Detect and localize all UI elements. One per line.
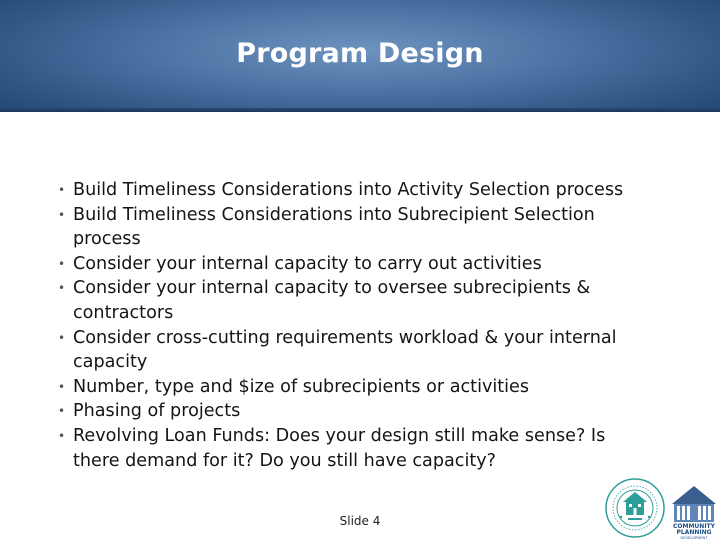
svg-text:DEVELOPMENT: DEVELOPMENT (680, 536, 708, 540)
bullet-item (58, 178, 638, 203)
bullet-text: Phasing of projects (73, 401, 241, 422)
bullet-text: Consider your internal capacity to oversee subrecipients & contractors (73, 278, 591, 323)
bullet-item (58, 424, 638, 473)
banner-bottom-edge (0, 108, 720, 112)
bullet-dot-icon: • (58, 183, 66, 197)
bullet-text: Consider cross-cutting requirements workload & your internal capacity (73, 327, 617, 373)
slide-title: Program Design (236, 38, 484, 69)
bullet-dot-icon: • (58, 281, 66, 296)
bullet-list (58, 178, 638, 473)
bullet-text: Number, type and $ize of subrecipients or activities (73, 376, 530, 397)
bullet-text: Consider your internal capacity to carry out activities (73, 253, 542, 274)
svg-text:PLANNING: PLANNING (676, 529, 712, 536)
bullet-item (58, 252, 638, 277)
community-planning-development-logo (668, 484, 720, 540)
bullet-dot-icon: • (58, 379, 66, 394)
bullet-item (58, 399, 638, 424)
bullet-item (58, 276, 638, 325)
bullet-dot-icon: • (58, 207, 66, 222)
slide-number: Slide 4 (339, 514, 381, 528)
svg-text:COMMUNITY: COMMUNITY (672, 523, 716, 530)
bullet-text: Build Timeliness Considerations into Subrecipient Selection process (73, 204, 595, 250)
bullet-dot-icon: • (58, 428, 66, 443)
bullet-item (58, 375, 638, 400)
bullet-text: Build Timeliness Considerations into Activity Selection process (73, 180, 624, 200)
bullet-text: Revolving Loan Funds: Does your design still make sense? Is there demand for it? Do you still have capacity? (73, 425, 606, 471)
bullet-dot-icon: • (58, 256, 66, 271)
bullet-dot-icon: • (58, 330, 66, 345)
bullet-item (58, 203, 638, 252)
hud-seal-icon (604, 477, 666, 539)
bullet-dot-icon: • (58, 404, 66, 419)
bullet-item (58, 326, 638, 375)
title-banner (0, 0, 720, 112)
